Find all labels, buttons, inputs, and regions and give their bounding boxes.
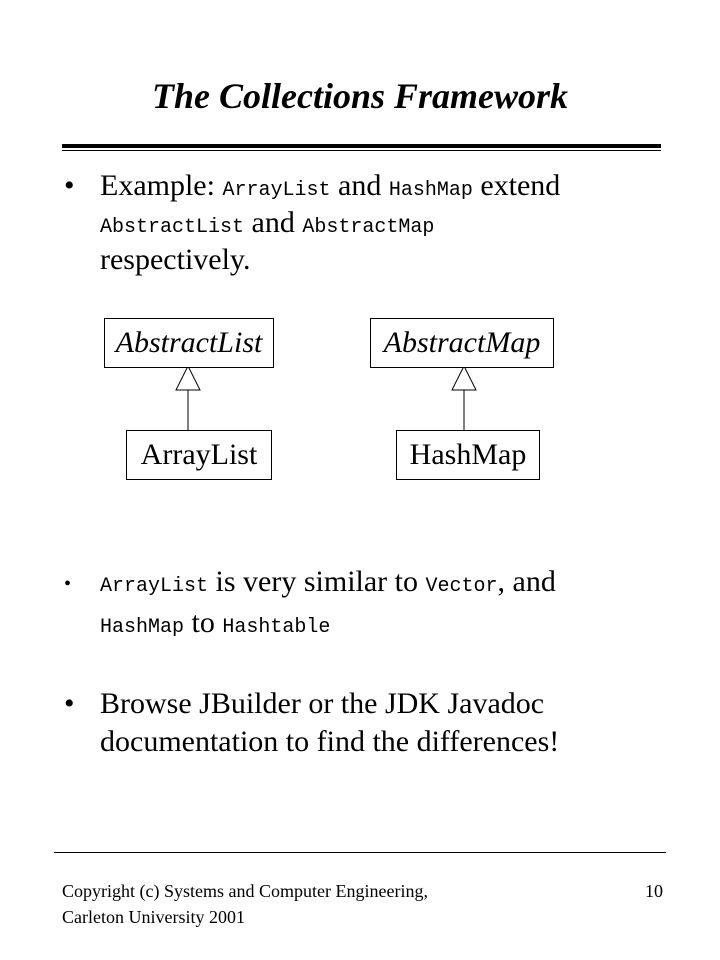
code-vector: Vector	[425, 575, 498, 598]
bullet-2-line-1	[100, 562, 556, 607]
bullet-marker-2: •	[64, 573, 72, 595]
bullet-marker-1: •	[64, 169, 75, 202]
bullet-1-text: and	[244, 206, 303, 239]
bullet-1-text: extend	[472, 169, 561, 202]
bullet-3-line-1: Browse JBuilder or the JDK Javadoc	[100, 687, 545, 720]
copyright-line-2: Carleton University 2001	[62, 907, 245, 927]
generalization-arrowhead-list	[176, 366, 200, 390]
bullet-marker-3: •	[64, 687, 75, 720]
generalization-arrowhead-map	[452, 366, 476, 390]
bullet-1-text: and	[330, 169, 389, 202]
class-box-arraylist: ArrayList	[126, 430, 272, 480]
bullet-2-text: is very similar to	[208, 565, 426, 598]
code-hashtable: Hashtable	[222, 616, 331, 639]
code-arraylist: ArrayList	[222, 179, 331, 202]
class-box-abstractlist: AbstractList	[104, 318, 274, 368]
bullet-1-text: Example:	[100, 169, 223, 202]
bullet-2-text: , and	[497, 565, 556, 598]
class-box-hashmap: HashMap	[396, 430, 540, 480]
bullet-1-line-3: respectively.	[100, 243, 251, 276]
copyright-line-1: Copyright (c) Systems and Computer Engineering,	[62, 881, 428, 901]
code-arraylist: ArrayList	[100, 575, 209, 598]
code-abstractmap: AbstractMap	[302, 216, 435, 239]
copyright-notice	[62, 878, 428, 930]
bullet-3-line-2: documentation to find the differences!	[100, 725, 560, 758]
class-box-abstractmap: AbstractMap	[370, 318, 554, 368]
code-hashmap: HashMap	[388, 179, 473, 202]
code-hashmap: HashMap	[100, 616, 185, 639]
page-number: 10	[645, 881, 663, 901]
slide-title: The Collections Framework	[151, 76, 569, 116]
bullet-2-line-2	[100, 603, 330, 648]
code-abstractlist: AbstractList	[100, 216, 245, 239]
footer-divider	[54, 852, 666, 853]
bullet-2-text: to	[184, 606, 223, 639]
